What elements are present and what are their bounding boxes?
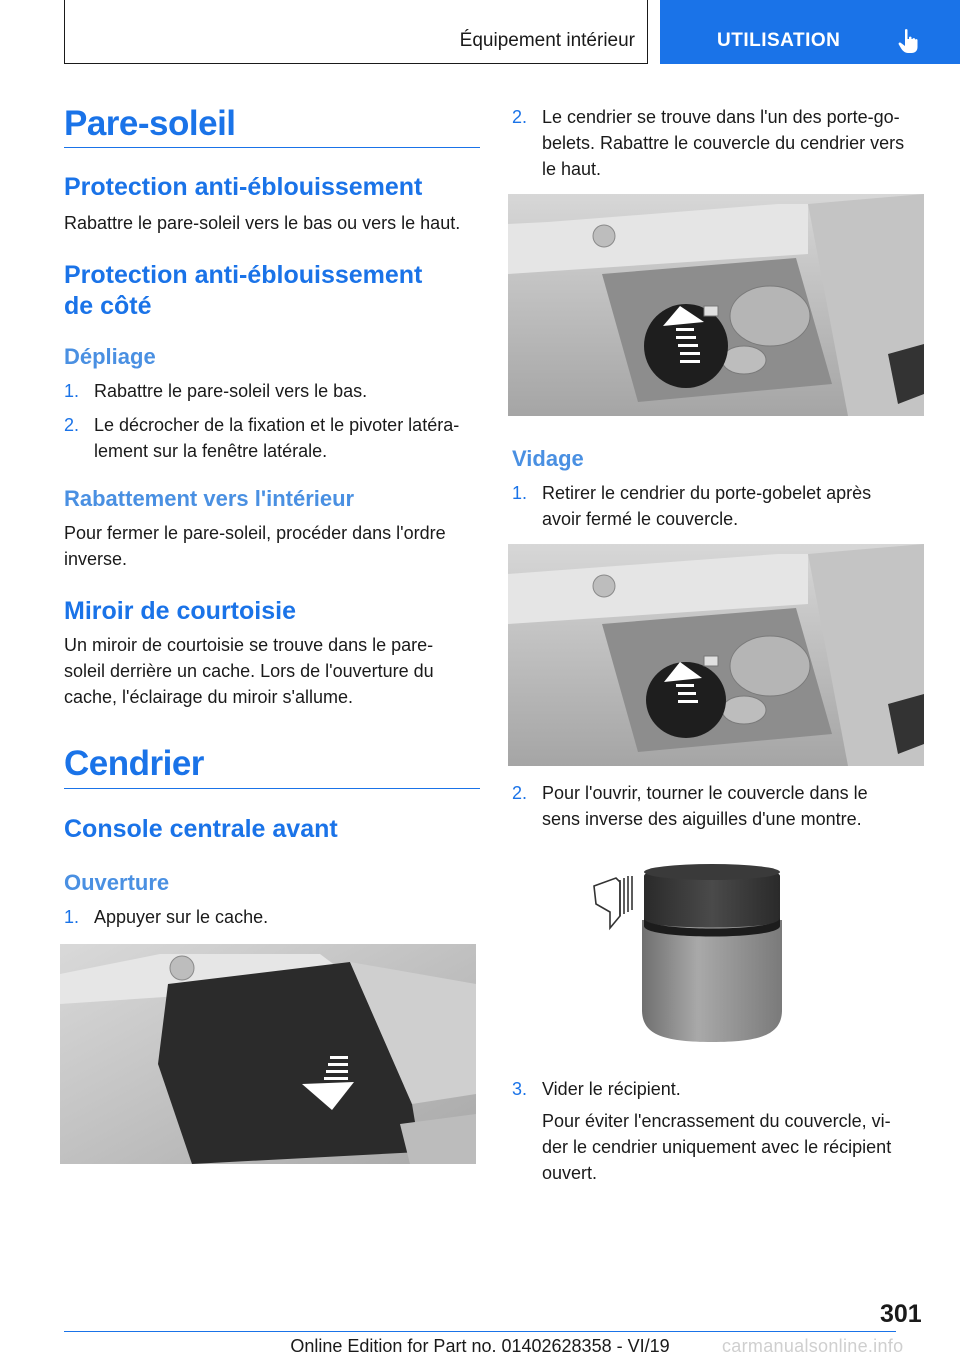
text-note: Pour éviter l'encrassement du couvercle, vi- der le cendrier uniquement avec le récipient ouvert.	[542, 1111, 892, 1183]
step-text: Rabattre le pare-soleil vers le bas.	[94, 381, 368, 401]
pointing-hand-icon	[898, 28, 920, 54]
heading-emptying: Vidage	[512, 446, 584, 471]
step-number: 1.	[64, 907, 80, 927]
step-number: 3.	[512, 1079, 528, 1099]
photo-console-cover	[60, 944, 476, 1164]
step-number: 2.	[512, 107, 528, 127]
watermark: carmanualsonline.info	[722, 1336, 904, 1356]
photo-ashtray-remove	[508, 544, 924, 766]
heading-rule	[64, 788, 480, 789]
text-fold-in: Pour fermer le pare-soleil, procéder dans l'ordre inverse.	[64, 523, 446, 569]
header-section-title: Équipement intérieur	[459, 30, 635, 51]
heading-unfold: Dépliage	[64, 344, 156, 369]
photo-ashtray-open	[508, 194, 924, 416]
heading-mirror: Miroir de courtoisie	[64, 597, 296, 625]
step-number: 2.	[512, 783, 528, 803]
header-section-box	[64, 0, 648, 64]
step-text: Le cendrier se trouve dans l'un des porte-go- belets. Rabattre le couvercle du cendrier vers le haut.	[542, 107, 905, 179]
step-text: Appuyer sur le cache.	[94, 907, 269, 927]
heading-opening: Ouverture	[64, 870, 170, 895]
step-number: 1.	[64, 381, 80, 401]
illustration-ashtray-container	[590, 860, 790, 1044]
step-number: 1.	[512, 483, 528, 503]
heading-ashtray: Cendrier	[64, 744, 204, 783]
step-text: Vider le récipient.	[542, 1079, 681, 1099]
step-text: Retirer le cendrier du porte-gobelet après avoir fermé le couvercle.	[542, 483, 872, 529]
heading-fold-in: Rabattement vers l'intérieur	[64, 486, 355, 511]
step-number: 2.	[64, 415, 80, 435]
footer-edition: Online Edition for Part no. 01402628358 - VI/19	[290, 1336, 670, 1356]
footer-rule	[64, 1331, 896, 1332]
heading-side-anti-glare: Protection anti-éblouissement de côté	[64, 261, 423, 320]
heading-anti-glare: Protection anti-éblouissement	[64, 173, 423, 201]
text-anti-glare: Rabattre le pare-soleil vers le bas ou vers le haut.	[64, 213, 461, 233]
heading-rule	[64, 147, 480, 148]
text-mirror: Un miroir de courtoisie se trouve dans le pare- soleil derrière un cache. Lors de l'ouverture du cache, l'éclairage du miroir s'allume.	[64, 635, 434, 707]
step-text: Pour l'ouvrir, tourner le couvercle dans le sens inverse des aiguilles d'une montre.	[542, 783, 868, 829]
page-number: 301	[880, 1300, 922, 1328]
heading-console: Console centrale avant	[64, 815, 338, 843]
header-tab[interactable]	[660, 0, 960, 64]
step-text: Le décrocher de la fixation et le pivoter latéra- lement sur la fenêtre latérale.	[94, 415, 460, 461]
header-tab-label: UTILISATION	[717, 30, 841, 51]
heading-sunvisor: Pare-soleil	[64, 104, 236, 143]
